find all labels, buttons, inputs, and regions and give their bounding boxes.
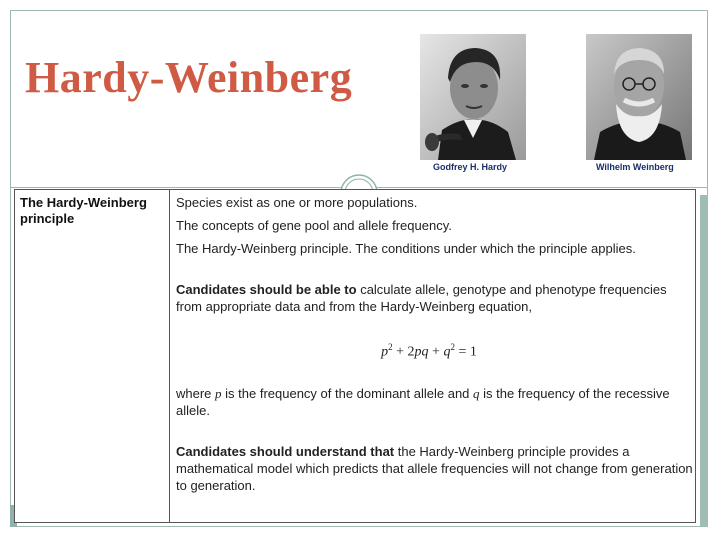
table-column-divider <box>169 190 170 522</box>
hardy-caption: Godfrey H. Hardy <box>433 162 508 172</box>
right-accent-bar <box>700 195 708 527</box>
weinberg-portrait <box>586 34 692 160</box>
equation-exp-1: 2 <box>388 342 393 352</box>
able-text: calculate allele, genotype and phenotype frequencies from appropriate data and from the Hardy-Weinberg equation, <box>176 282 667 314</box>
where-paragraph <box>176 385 696 419</box>
equation-pq: pq <box>414 344 429 360</box>
where-var-q: q <box>473 385 480 401</box>
hardy-weinberg-equation <box>176 339 696 361</box>
understand-paragraph <box>176 443 696 494</box>
specification-table <box>14 189 696 523</box>
slide-title: Hardy-Weinberg <box>25 53 353 102</box>
where-text-1: where <box>176 385 216 401</box>
equation-exp-2: 2 <box>450 342 455 352</box>
equation-equals: = 1 <box>454 344 477 360</box>
where-var-p: p <box>215 385 222 401</box>
equation-plus-2: + 2 <box>392 344 415 360</box>
where-text-3: is the frequency of the recessive allele. <box>176 385 670 418</box>
content-line-2: The concepts of gene pool and allele frequency. <box>176 218 452 233</box>
weinberg-portrait-image <box>586 34 692 160</box>
content-line-1: Species exist as one or more populations. <box>176 195 418 210</box>
equation-plus: + <box>428 344 444 360</box>
content-cell <box>176 194 696 494</box>
understand-text: the Hardy-Weinberg principle provides a mathematical model which predicts that allele frequencies will not change from generation to generation. <box>176 443 693 493</box>
content-line-3: The Hardy-Weinberg principle. The conditions under which the principle applies. <box>176 241 636 256</box>
equation-q: q <box>443 344 451 360</box>
equation-p: p <box>381 344 389 360</box>
weinberg-caption: Wilhelm Weinberg <box>596 162 674 172</box>
where-text-2: is the frequency of the dominant allele and <box>221 385 474 401</box>
hardy-portrait-image <box>420 34 526 160</box>
topic-cell: The Hardy-Weinberg principle <box>20 195 147 226</box>
able-heading: Candidates should be able to <box>176 282 357 297</box>
understand-heading: Candidates should understand that <box>176 443 395 459</box>
able-paragraph <box>176 281 696 315</box>
hardy-portrait <box>420 34 526 160</box>
